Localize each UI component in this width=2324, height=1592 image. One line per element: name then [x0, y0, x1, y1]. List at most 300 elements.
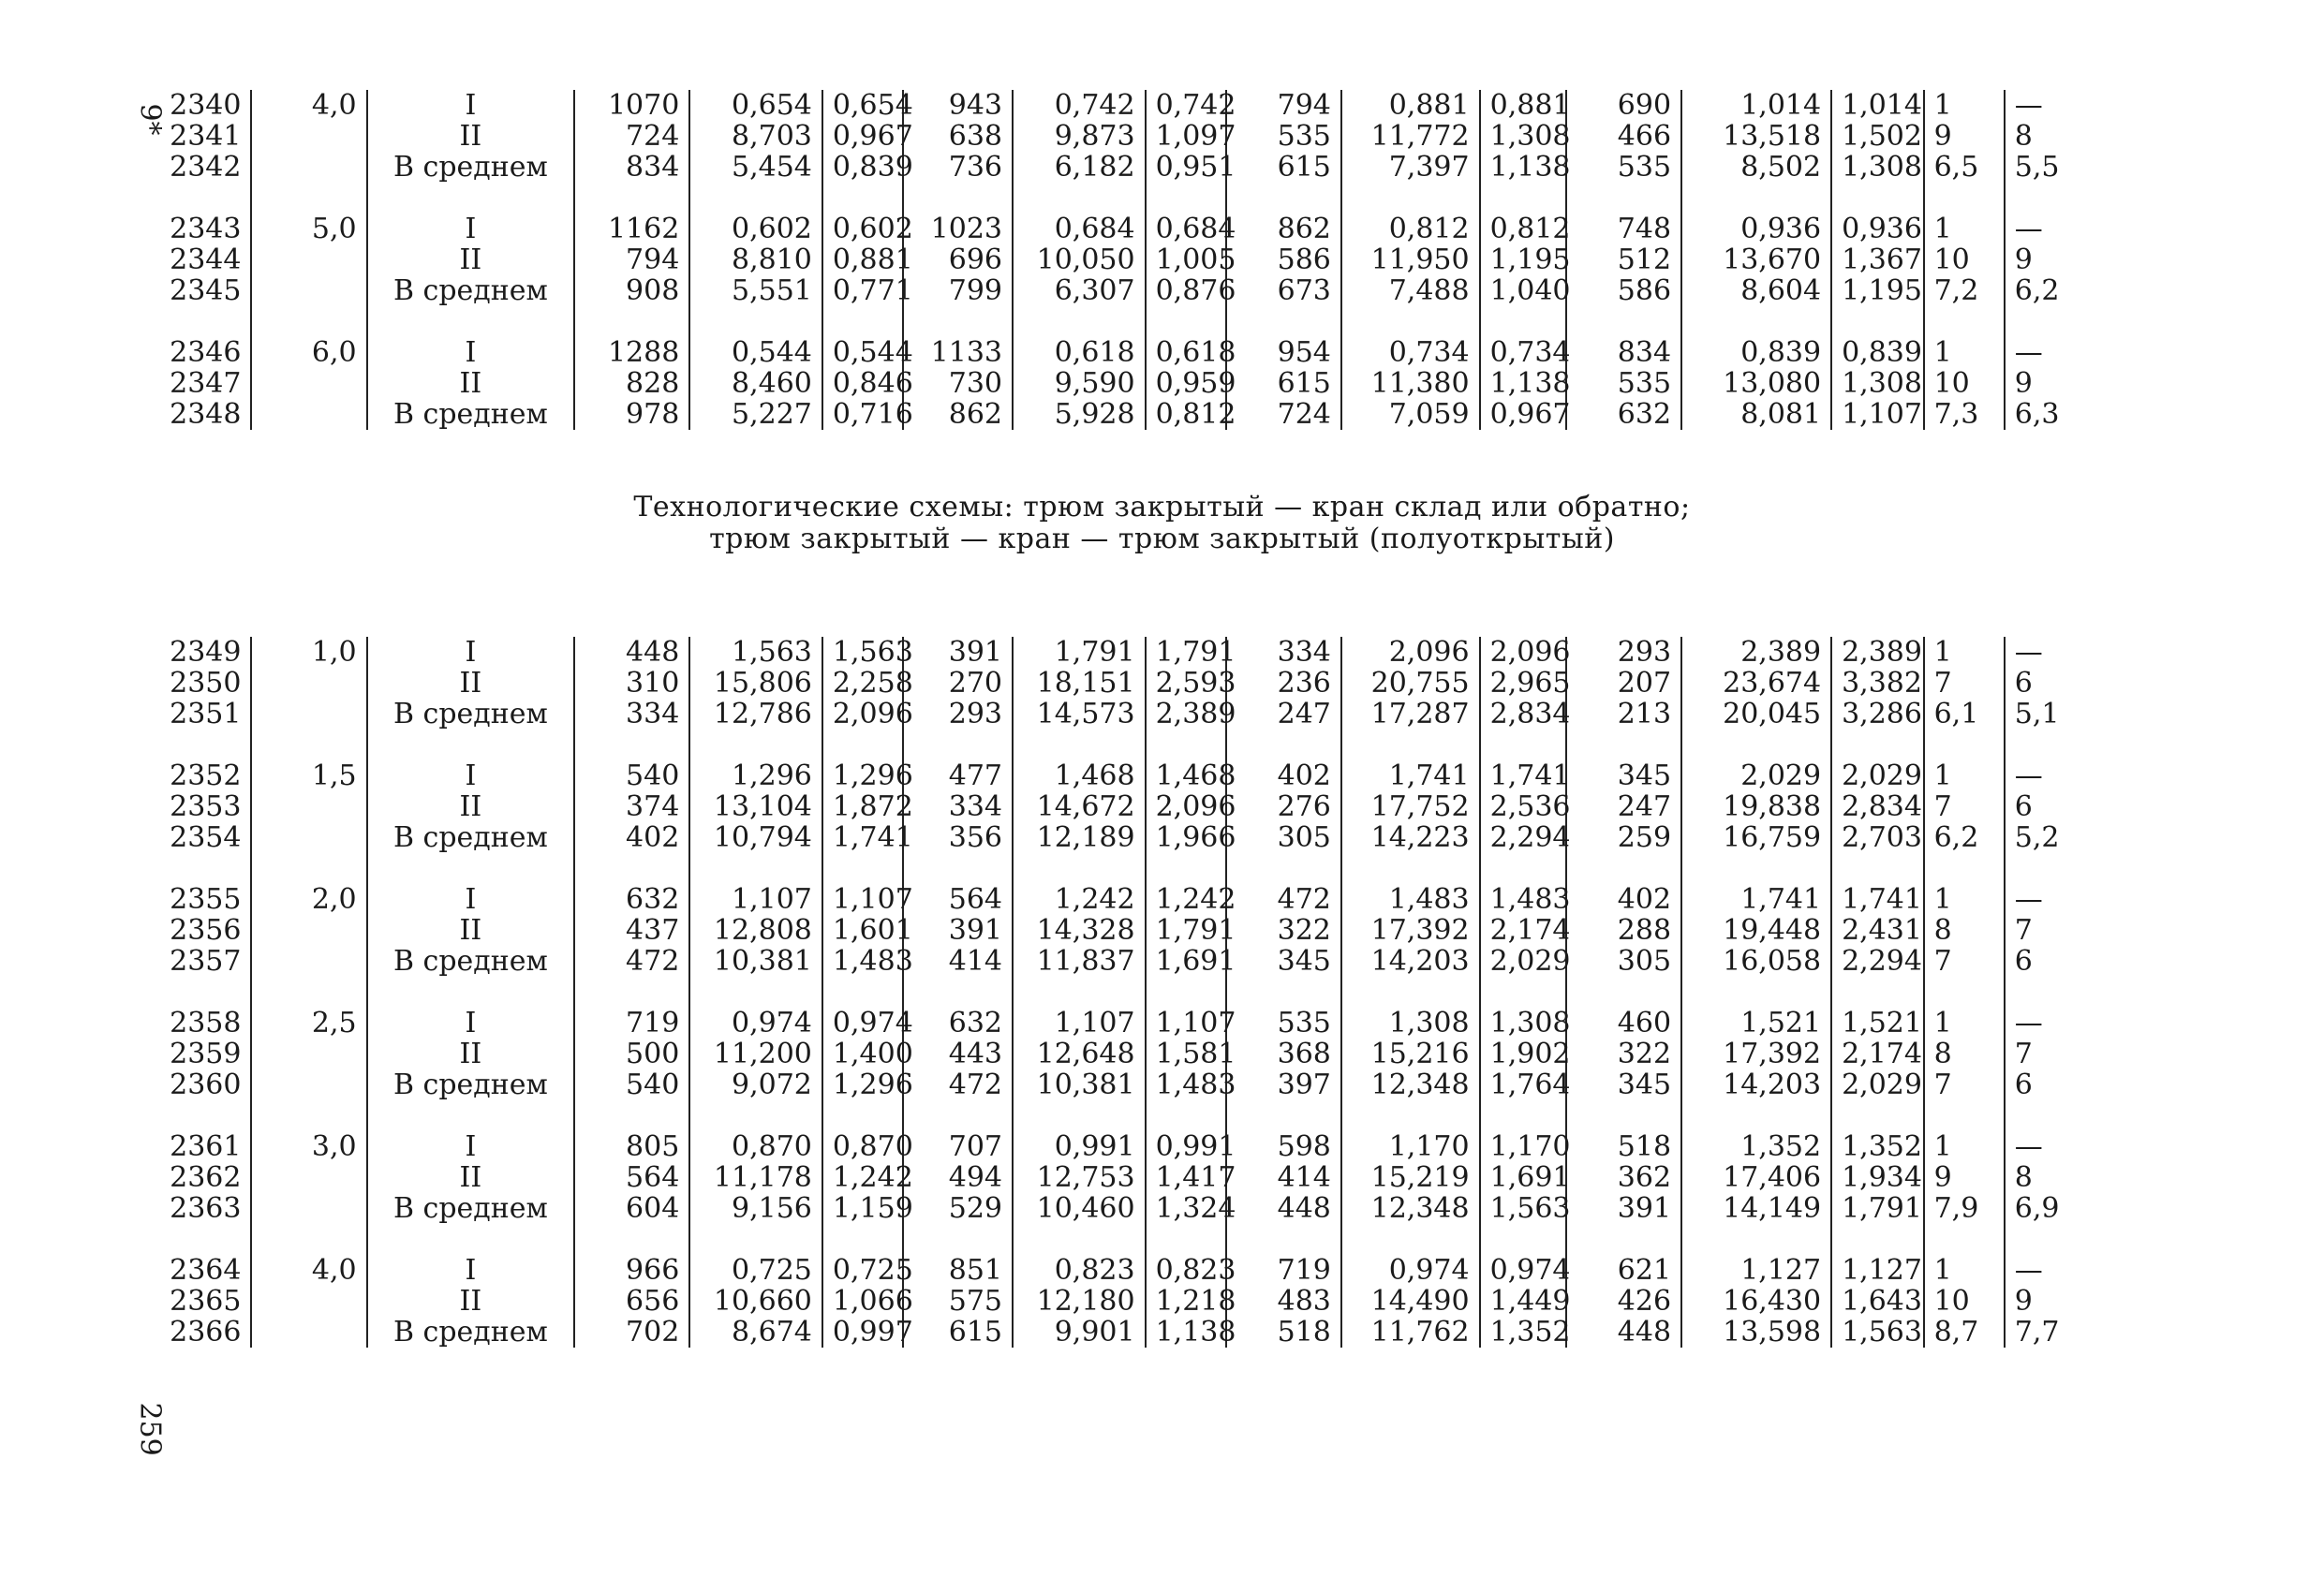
table-cell: 673: [1226, 275, 1341, 306]
table-cell: 1: [1924, 337, 2005, 368]
table-cell: 9: [1924, 1162, 2005, 1193]
table-cell: 17,287: [1341, 699, 1480, 730]
table-cell: 1,352: [1681, 1131, 1831, 1162]
table-cell: 518: [1226, 1317, 1341, 1348]
table-cell: [251, 244, 366, 275]
table-cell: 1,791: [1146, 637, 1226, 668]
table-cell: 322: [1566, 1039, 1681, 1069]
table-cell: 535: [1226, 1008, 1341, 1039]
table-cell: 345: [1226, 946, 1341, 977]
table-cell: 1,308: [1480, 121, 1566, 152]
table-cell: II: [367, 368, 575, 399]
table-cell: II: [367, 915, 575, 946]
table-cell: 6,307: [1013, 275, 1146, 306]
table-cell: 2342: [170, 151, 242, 184]
table-row: [159, 275, 2154, 306]
table-cell: 2361: [170, 1130, 242, 1163]
table-cell: 10,050: [1013, 244, 1146, 275]
table-cell: 5,227: [689, 399, 822, 430]
table-cell: 0,684: [1013, 214, 1146, 244]
table-cell: 1: [1924, 1131, 2005, 1162]
table-cell: 1: [1924, 1008, 2005, 1039]
table-cell: I: [367, 884, 575, 915]
table-cell: —: [2005, 214, 2154, 244]
table-cell: 23,674: [1681, 668, 1831, 699]
table-cell: 632: [1566, 399, 1681, 430]
table-cell: 0,823: [1146, 1255, 1226, 1286]
table-cell: 334: [1226, 637, 1341, 668]
table-cell: В среднем: [367, 399, 575, 430]
table-cell: 6,182: [1013, 152, 1146, 183]
table-cell: 2350: [170, 667, 242, 700]
table-cell: 0,812: [1341, 214, 1480, 244]
table-cell: 0,839: [1681, 337, 1831, 368]
table-cell: 322: [1226, 915, 1341, 946]
table-cell: 0,602: [822, 214, 903, 244]
table-cell: 702: [574, 1317, 689, 1348]
table-cell: 13,104: [689, 791, 822, 822]
table-cell: 305: [1566, 946, 1681, 977]
table-cell: 2357: [170, 945, 242, 978]
table-cell: 0,734: [1341, 337, 1480, 368]
table-cell: 12,808: [689, 915, 822, 946]
table-row: [159, 1039, 2154, 1069]
table-cell: 288: [1566, 915, 1681, 946]
table-cell: 2356: [170, 914, 242, 947]
table-cell: 8: [2005, 121, 2154, 152]
table-cell: 1,417: [1146, 1162, 1226, 1193]
table-cell: 448: [1226, 1193, 1341, 1224]
table-cell: 719: [1226, 1255, 1341, 1286]
table-cell: 8,604: [1681, 275, 1831, 306]
table-cell: 18,151: [1013, 668, 1146, 699]
table-cell: 5,551: [689, 275, 822, 306]
section-heading-line-1: Технологические схемы: трюм закрытый — кран склад или обратно;: [633, 491, 1691, 523]
table-cell: 656: [574, 1286, 689, 1317]
table-cell: В среднем: [367, 1193, 575, 1224]
table-cell: 1,449: [1480, 1286, 1566, 1317]
table-cell: 1: [1924, 760, 2005, 791]
table-cell: II: [367, 244, 575, 275]
table-cell: 1,691: [1146, 946, 1226, 977]
table-row: [159, 791, 2154, 822]
table-cell: I: [367, 1008, 575, 1039]
table-cell: 1,159: [822, 1193, 903, 1224]
table-cell: 1,005: [1146, 244, 1226, 275]
table-cell: 1023: [903, 214, 1013, 244]
table-cell: 1,483: [822, 946, 903, 977]
table-cell: 0,812: [1146, 399, 1226, 430]
table-cell: 0,839: [822, 152, 903, 183]
table-cell: 20,045: [1681, 699, 1831, 730]
table-cell: 1,741: [1831, 884, 1923, 915]
table-block-2: [159, 637, 2154, 1348]
table-cell: 1,483: [1146, 1069, 1226, 1100]
table-cell: 0,742: [1013, 90, 1146, 121]
table-cell: [251, 1069, 366, 1100]
table-cell: 6,9: [2005, 1193, 2154, 1224]
table-cell: 0,839: [1831, 337, 1923, 368]
table-cell: 1,170: [1480, 1131, 1566, 1162]
table-cell: 0,967: [1480, 399, 1566, 430]
table-row: [159, 915, 2154, 946]
table-cell: 2,096: [1480, 637, 1566, 668]
table-cell: 0,725: [689, 1255, 822, 1286]
table-cell: 2360: [170, 1069, 242, 1101]
table-cell: 17,406: [1681, 1162, 1831, 1193]
table-cell: [251, 1193, 366, 1224]
table-cell: 8,502: [1681, 152, 1831, 183]
table-cell: 1,400: [822, 1039, 903, 1069]
table-cell: 402: [1226, 760, 1341, 791]
table-cell: 7: [2005, 1039, 2154, 1069]
table-cell: 2347: [170, 367, 242, 400]
table-cell: 11,772: [1341, 121, 1480, 152]
table-cell: 1,107: [1146, 1008, 1226, 1039]
table-cell: —: [2005, 760, 2154, 791]
table-cell: 1,563: [822, 637, 903, 668]
table-cell: 460: [1566, 1008, 1681, 1039]
table-cell: 794: [1226, 90, 1341, 121]
table-cell: II: [367, 1039, 575, 1069]
table-cell: 19,448: [1681, 915, 1831, 946]
table-cell: 1,242: [822, 1162, 903, 1193]
table-cell: 529: [903, 1193, 1013, 1224]
table-cell: 10,381: [1013, 1069, 1146, 1100]
table-cell: 247: [1566, 791, 1681, 822]
table-cell: 14,328: [1013, 915, 1146, 946]
table-block-1: [159, 90, 2154, 430]
table-cell: 1,791: [1831, 1193, 1923, 1224]
table-cell: 1,218: [1146, 1286, 1226, 1317]
table-cell: 632: [574, 884, 689, 915]
table-cell: 19,838: [1681, 791, 1831, 822]
table-cell: 1,5: [251, 760, 366, 791]
table-cell: 270: [903, 668, 1013, 699]
table-row: [159, 1069, 2154, 1100]
table-cell: 310: [574, 668, 689, 699]
table-cell: 8: [2005, 1162, 2154, 1193]
table-cell: 12,753: [1013, 1162, 1146, 1193]
table-cell: 2366: [170, 1316, 242, 1349]
table-cell: 10,660: [689, 1286, 822, 1317]
table-cell: 0,716: [822, 399, 903, 430]
table-row: [159, 1131, 2154, 1162]
table-cell: 2,258: [822, 668, 903, 699]
table-cell: —: [2005, 884, 2154, 915]
table-cell: 1,791: [1146, 915, 1226, 946]
table-cell: 7: [1924, 791, 2005, 822]
table-cell: 9,901: [1013, 1317, 1146, 1348]
table-cell: 15,806: [689, 668, 822, 699]
table-cell: 9,072: [689, 1069, 822, 1100]
table-cell: 2,096: [1341, 637, 1480, 668]
table-cell: 1,308: [1480, 1008, 1566, 1039]
table-cell: 9,156: [689, 1193, 822, 1224]
table-cell: 0,876: [1146, 275, 1226, 306]
table-cell: 851: [903, 1255, 1013, 1286]
table-cell: 0,812: [1480, 214, 1566, 244]
table-cell: 6: [2005, 668, 2154, 699]
table-cell: [251, 699, 366, 730]
table-cell: 564: [574, 1162, 689, 1193]
group-spacer: [159, 853, 2154, 884]
table-cell: В среднем: [367, 275, 575, 306]
table-cell: 15,216: [1341, 1039, 1480, 1069]
table-cell: 0,991: [1146, 1131, 1226, 1162]
table-cell: 472: [1226, 884, 1341, 915]
group-spacer: [159, 1100, 2154, 1131]
table-cell: 6: [2005, 1069, 2154, 1100]
table-row: [159, 1162, 2154, 1193]
table-cell: 7: [1924, 668, 2005, 699]
table-cell: 0,846: [822, 368, 903, 399]
table-cell: 12,348: [1341, 1193, 1480, 1224]
table-cell: 0,771: [822, 275, 903, 306]
table-cell: 0,684: [1146, 214, 1226, 244]
table-cell: 1,521: [1831, 1008, 1923, 1039]
table-row: [159, 121, 2154, 152]
table-cell: 17,392: [1681, 1039, 1831, 1069]
table-row: [159, 368, 2154, 399]
table-cell: 0,974: [1341, 1255, 1480, 1286]
table-cell: 5,1: [2005, 699, 2154, 730]
table-cell: 11,178: [689, 1162, 822, 1193]
table-cell: 2,029: [1480, 946, 1566, 977]
table-cell: 1,138: [1480, 152, 1566, 183]
table-cell: 1,643: [1831, 1286, 1923, 1317]
table-cell: 448: [1566, 1317, 1681, 1348]
table-cell: 1,170: [1341, 1131, 1480, 1162]
table-cell: 0,870: [689, 1131, 822, 1162]
table-cell: 6,3: [2005, 399, 2154, 430]
table-cell: 7: [1924, 1069, 2005, 1100]
table-cell: 9: [1924, 121, 2005, 152]
table-cell: 0,881: [1341, 90, 1480, 121]
table-cell: 0,959: [1146, 368, 1226, 399]
table-cell: 834: [1566, 337, 1681, 368]
table-cell: В среднем: [367, 946, 575, 977]
table-cell: 2346: [170, 336, 242, 369]
table-cell: 6,5: [1924, 152, 2005, 183]
table-cell: 2,389: [1146, 699, 1226, 730]
table-cell: 2359: [170, 1038, 242, 1070]
table-cell: 362: [1566, 1162, 1681, 1193]
table-cell: 2,029: [1831, 1069, 1923, 1100]
table-cell: I: [367, 1131, 575, 1162]
table-cell: 9,590: [1013, 368, 1146, 399]
table-cell: 305: [1226, 822, 1341, 853]
table-cell: 1070: [574, 90, 689, 121]
table-cell: 0,734: [1480, 337, 1566, 368]
table-cell: 3,382: [1831, 668, 1923, 699]
table-cell: 621: [1566, 1255, 1681, 1286]
table-cell: 345: [1566, 1069, 1681, 1100]
table-cell: 2,431: [1831, 915, 1923, 946]
table-cell: [251, 791, 366, 822]
table-cell: [251, 399, 366, 430]
table-cell: 615: [903, 1317, 1013, 1348]
table-cell: 17,392: [1341, 915, 1480, 946]
table-cell: 259: [1566, 822, 1681, 853]
table-cell: II: [367, 1162, 575, 1193]
table-cell: 12,180: [1013, 1286, 1146, 1317]
table-cell: 7: [1924, 946, 2005, 977]
table-cell: 862: [903, 399, 1013, 430]
table-cell: 9: [2005, 1286, 2154, 1317]
table-cell: 391: [903, 915, 1013, 946]
table-cell: 8: [1924, 915, 2005, 946]
table-cell: 2352: [170, 759, 242, 792]
table-cell: 512: [1566, 244, 1681, 275]
table-cell: 707: [903, 1131, 1013, 1162]
table-cell: 1,324: [1146, 1193, 1226, 1224]
table-cell: 0,654: [822, 90, 903, 121]
table-cell: 730: [903, 368, 1013, 399]
table-cell: 2353: [170, 790, 242, 823]
table-cell: 2,593: [1146, 668, 1226, 699]
table-cell: 8,460: [689, 368, 822, 399]
table-cell: 247: [1226, 699, 1341, 730]
table-cell: 0,618: [1146, 337, 1226, 368]
table-cell: 1,296: [822, 760, 903, 791]
table-cell: 466: [1566, 121, 1681, 152]
table-cell: 7,397: [1341, 152, 1480, 183]
table-cell: 0,881: [822, 244, 903, 275]
table-cell: 1,521: [1681, 1008, 1831, 1039]
table-cell: 13,080: [1681, 368, 1831, 399]
table-row: [159, 1286, 2154, 1317]
table-cell: 276: [1226, 791, 1341, 822]
table-cell: 472: [903, 1069, 1013, 1100]
table-cell: [251, 152, 366, 183]
table-cell: 696: [903, 244, 1013, 275]
table-cell: 2354: [170, 821, 242, 854]
table-cell: 7,9: [1924, 1193, 2005, 1224]
table-cell: 426: [1566, 1286, 1681, 1317]
table-cell: I: [367, 214, 575, 244]
table-cell: 535: [1226, 121, 1341, 152]
table-cell: 5,454: [689, 152, 822, 183]
table-cell: 11,837: [1013, 946, 1146, 977]
table-cell: 12,648: [1013, 1039, 1146, 1069]
table-cell: 7,488: [1341, 275, 1480, 306]
table-cell: 2340: [170, 89, 242, 122]
table-cell: 6,2: [2005, 275, 2154, 306]
section-heading-line-2: трюм закрытый — кран — трюм закрытый (полуоткрытый): [709, 523, 1615, 555]
table-cell: 2344: [170, 243, 242, 276]
table-cell: 1162: [574, 214, 689, 244]
table-cell: 2363: [170, 1192, 242, 1225]
table-cell: 13,518: [1681, 121, 1831, 152]
table-cell: 5,928: [1013, 399, 1146, 430]
table-cell: [251, 1162, 366, 1193]
table-cell: 2343: [170, 213, 242, 245]
table-cell: 1,581: [1146, 1039, 1226, 1069]
group-spacer: [159, 306, 2154, 337]
table-cell: 7,3: [1924, 399, 2005, 430]
table-cell: 334: [903, 791, 1013, 822]
table-cell: 5,0: [251, 214, 366, 244]
table-cell: 1,107: [1831, 399, 1923, 430]
table-cell: 2349: [170, 636, 242, 669]
table-cell: II: [367, 1286, 575, 1317]
table-cell: 9,873: [1013, 121, 1146, 152]
table-cell: 575: [903, 1286, 1013, 1317]
table-cell: 2355: [170, 883, 242, 916]
table-cell: 483: [1226, 1286, 1341, 1317]
table-cell: 0,967: [822, 121, 903, 152]
table-cell: —: [2005, 90, 2154, 121]
table-cell: 0,654: [689, 90, 822, 121]
table-row: [159, 1193, 2154, 1224]
table-cell: 586: [1226, 244, 1341, 275]
table-cell: 2351: [170, 698, 242, 730]
table-cell: 9: [2005, 368, 2154, 399]
table-cell: 16,759: [1681, 822, 1831, 853]
table-cell: 14,223: [1341, 822, 1480, 853]
table-cell: 1,691: [1480, 1162, 1566, 1193]
table-cell: 1,296: [822, 1069, 903, 1100]
table-cell: 293: [903, 699, 1013, 730]
table-cell: 1,352: [1831, 1131, 1923, 1162]
table-cell: 1: [1924, 90, 2005, 121]
table-cell: 1,741: [822, 822, 903, 853]
table-cell: 1133: [903, 337, 1013, 368]
table-cell: 448: [574, 637, 689, 668]
table-cell: 8,703: [689, 121, 822, 152]
table-cell: 9: [2005, 244, 2154, 275]
table-cell: 2358: [170, 1007, 242, 1039]
table-row: [159, 668, 2154, 699]
table-cell: 10,460: [1013, 1193, 1146, 1224]
table-cell: 0,936: [1831, 214, 1923, 244]
table-cell: 598: [1226, 1131, 1341, 1162]
table-cell: 11,762: [1341, 1317, 1480, 1348]
table-cell: 6,2: [1924, 822, 2005, 853]
group-spacer: [159, 730, 2154, 760]
table-cell: 236: [1226, 668, 1341, 699]
table-cell: 0,974: [1480, 1255, 1566, 1286]
table-cell: 5,2: [2005, 822, 2154, 853]
table-row: [159, 1317, 2154, 1348]
table-cell: 1,014: [1831, 90, 1923, 121]
table-cell: 978: [574, 399, 689, 430]
table-cell: 1,563: [1831, 1317, 1923, 1348]
table-cell: 586: [1566, 275, 1681, 306]
table-cell: 16,058: [1681, 946, 1831, 977]
table-cell: В среднем: [367, 822, 575, 853]
table-cell: 1: [1924, 1255, 2005, 1286]
table-cell: [251, 121, 366, 152]
table-cell: 2,029: [1831, 760, 1923, 791]
table-cell: 1,107: [1013, 1008, 1146, 1039]
table-cell: 8,081: [1681, 399, 1831, 430]
table-cell: 2,096: [822, 699, 903, 730]
table-cell: 2,5: [251, 1008, 366, 1039]
table-cell: 11,950: [1341, 244, 1480, 275]
table-cell: 8,674: [689, 1317, 822, 1348]
table-cell: 14,203: [1681, 1069, 1831, 1100]
table-cell: [251, 275, 366, 306]
table-cell: 13,670: [1681, 244, 1831, 275]
table-cell: 966: [574, 1255, 689, 1286]
data-table-2: [159, 637, 2154, 1348]
table-cell: —: [2005, 1255, 2154, 1286]
table-cell: 535: [1566, 368, 1681, 399]
table-cell: 1,902: [1480, 1039, 1566, 1069]
table-cell: 794: [574, 244, 689, 275]
